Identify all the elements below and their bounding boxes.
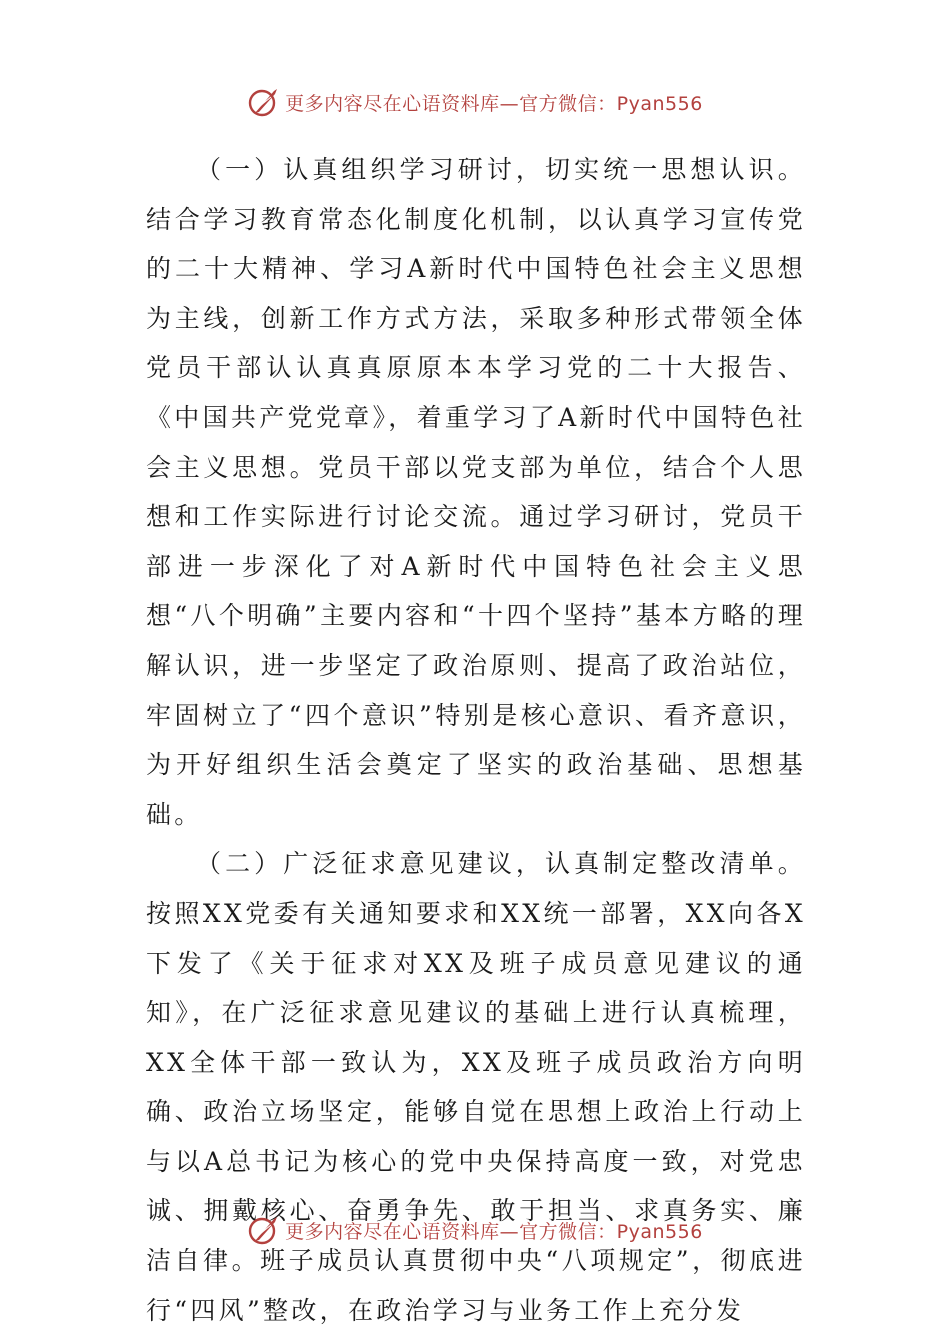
document-body (146, 145, 806, 1335)
paragraph-1: （一）认真组织学习研讨，切实统一思想认识。结合学习教育常态化制度化机制，以认真学习宣传党的二十大精神、学习A新时代中国特色社会主义思想为主线，创新工作方式方法，采取多种形式带领全体党员干部认认真真原原本本学习党的二十大报告、《中国共产党党章》，着重学习了A新时代中国特色社会主义思想。党员干部以党支部为单位，结合个人思想和工作实际进行讨论交流。通过学习研讨，党员干部进一步深化了对A新时代中国特色社会主义思想“八个明确”主要内容和“十四个坚持”基本方略的理解认识，进一步坚定了政治原则、提高了政治站位，牢固树立了“四个意识”特别是核心意识、看齐意识，为开好组织生活会奠定了坚实的政治基础、思想基础。 (146, 155, 806, 829)
quill-pen-circle-icon (247, 85, 281, 119)
paragraph-2: （二）广泛征求意见建议，认真制定整改清单。按照XX党委有关通知要求和XX统一部署，XX向各X下发了《关于征求对XX及班子成员意见建议的通知》，在广泛征求意见建议的基础上进行认真梳理，XX全体干部一致认为，XX及班子成员政治方向明确、政治立场坚定，能够自觉在思想上政治上行动上与以A总书记为核心的党中央保持高度一致，对党忠诚、拥戴核心、奋勇争先、敢于担当、求真务实、廉洁自律。班子成员认真贯彻中央“八项规定”，彻底进行“四风”整改，在政治学习与业务工作上充分发 (146, 849, 806, 1325)
quill-pen-circle-icon (247, 1213, 281, 1247)
header-watermark-banner (0, 82, 950, 122)
footer-watermark-banner (0, 1210, 950, 1250)
header-watermark-text: 更多内容尽在心语资料库—官方微信：Pyan556 (285, 92, 703, 115)
footer-watermark-text: 更多内容尽在心语资料库—官方微信：Pyan556 (285, 1220, 703, 1243)
